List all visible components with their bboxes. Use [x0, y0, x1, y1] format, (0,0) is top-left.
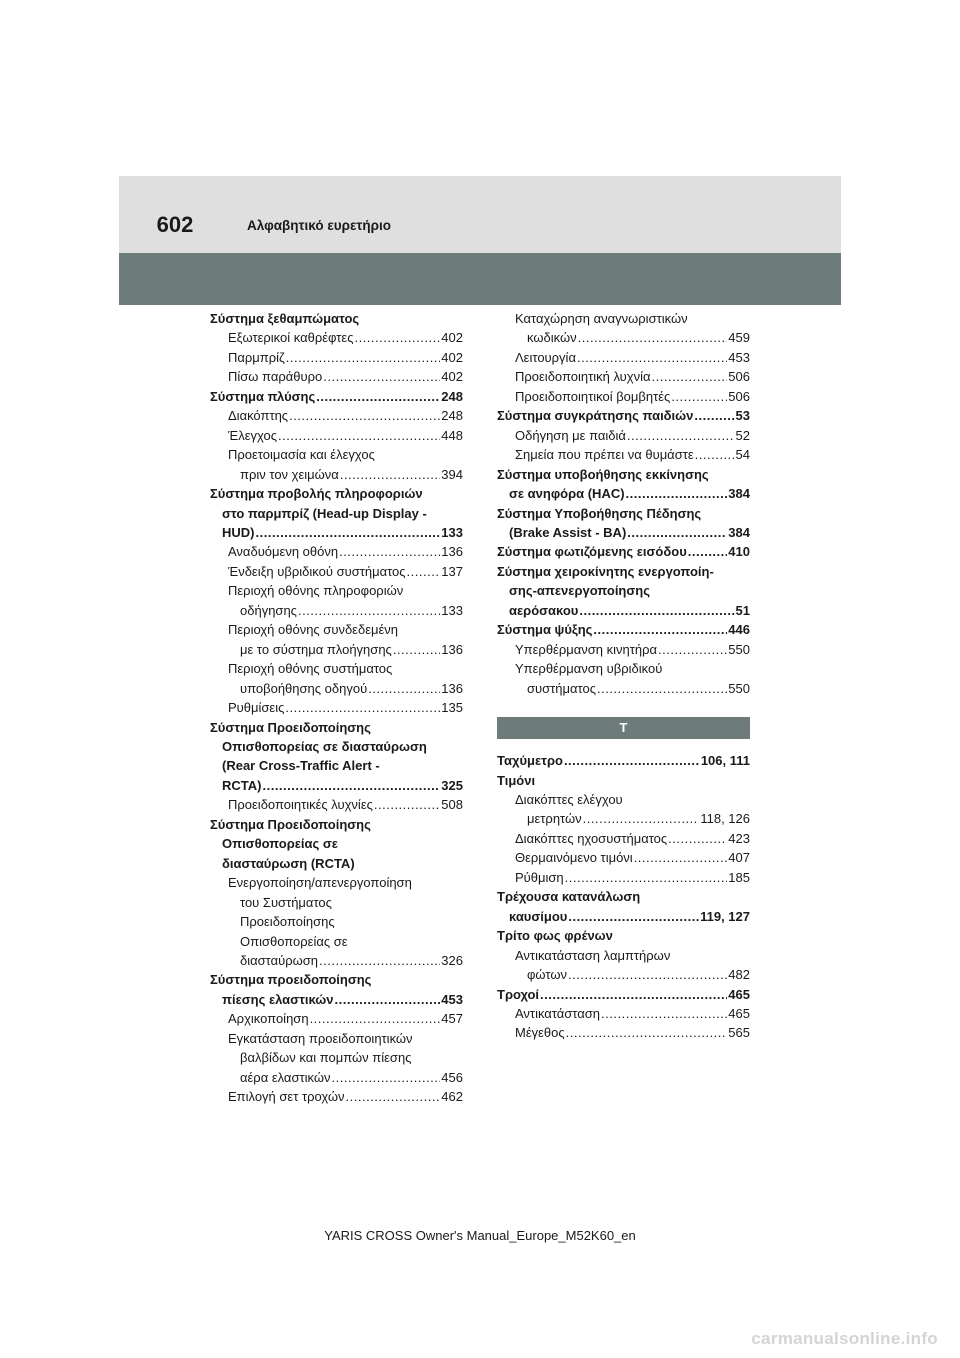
index-entry-main: [497, 562, 750, 620]
index-entry-text: Αναδυόμενη οθόνη: [228, 544, 339, 560]
leader-dots: [668, 829, 727, 848]
index-entry-text: Περιοχή οθόνης συστήματος: [228, 661, 393, 677]
leader-dots: [407, 562, 441, 581]
index-entry-sub: [210, 367, 463, 386]
index-page-ref: 407: [728, 850, 750, 866]
index-page-ref: 135: [441, 700, 463, 716]
leader-dots: [578, 328, 728, 347]
index-page-ref: 54: [735, 447, 750, 463]
index-page-ref: 456: [441, 1069, 463, 1085]
index-entry-text: (Rear Cross-Traffic Alert -: [222, 758, 380, 774]
index-page-ref: 565: [728, 1025, 750, 1041]
index-entry-text: μετρητών: [527, 811, 582, 827]
index-page-ref: 326: [441, 952, 463, 968]
index-entry-text: Τιμόνι: [497, 772, 536, 788]
index-entry-sub: [497, 829, 750, 848]
leader-dots: [627, 523, 727, 542]
index-entry-sub: [497, 367, 750, 386]
index-page-ref: 394: [441, 466, 463, 482]
index-entry-sub: [210, 1029, 463, 1087]
index-entry-text: Σύστημα Υποβοήθησης Πέδησης: [497, 505, 702, 521]
index-entry-main: [497, 542, 750, 561]
index-entry-main: [497, 985, 750, 1004]
index-letter-header: T: [497, 717, 750, 739]
index-entry-text: Οπισθοπορείας σε διασταύρωση: [222, 738, 427, 754]
index-page-ref: 446: [728, 622, 750, 638]
index-entry-text: Σύστημα πλύσης: [210, 388, 316, 404]
index-page-ref: 448: [441, 427, 463, 443]
leader-dots: [354, 328, 440, 347]
leader-dots: [627, 426, 735, 445]
index-page-ref: 457: [441, 1011, 463, 1027]
index-page-ref: 384: [728, 524, 750, 540]
index-page-ref: 136: [441, 641, 463, 657]
leader-dots: [566, 1023, 728, 1042]
leader-dots: [278, 426, 440, 445]
index-entry-text: διασταύρωση (RCTA): [222, 855, 355, 871]
index-entry-text: Θερμαινόμενο τιμόνι: [515, 850, 633, 866]
index-entry-text: Οδήγηση με παιδιά: [515, 427, 626, 443]
index-entry-sub: [210, 581, 463, 620]
index-page-ref: 52: [735, 427, 750, 443]
index-entry-sub: [210, 542, 463, 561]
index-entry-text: Μέγεθος: [515, 1025, 565, 1041]
index-entry-sub: [210, 1087, 463, 1106]
index-entry-text: Προειδοποιητική λυχνία: [515, 369, 651, 385]
index-page-ref: 106, 111: [700, 753, 750, 769]
leader-dots: [579, 601, 734, 620]
index-entry-sub: [210, 348, 463, 367]
index-entry-text: οδήγησης: [240, 602, 297, 618]
index-entry-sub: [210, 1009, 463, 1028]
leader-dots: [332, 1068, 441, 1087]
index-entry-sub: [497, 1004, 750, 1023]
index-entry-text: RCTA): [222, 777, 262, 793]
index-page-ref: 325: [441, 777, 463, 793]
index-entry-text: Καταχώρηση αναγνωριστικών: [515, 311, 688, 326]
index-page-ref: 136: [441, 680, 463, 696]
index-entry-text: Πίσω παράθυρο: [228, 369, 323, 385]
index-entry-text: διασταύρωση: [240, 952, 319, 968]
leader-dots: [658, 640, 727, 659]
index-page-ref: 462: [441, 1089, 463, 1105]
index-entry-sub: [497, 309, 750, 348]
index-entry-text: HUD): [222, 524, 255, 540]
index-entry-main: [210, 970, 463, 1009]
index-page-ref: 550: [728, 680, 750, 696]
index-entry-text: συστήματος: [527, 680, 596, 696]
index-entry-text: Διακόπτες ηχοσυστήματος: [515, 830, 668, 846]
index-entry-text: Σύστημα προειδοποίησης: [210, 972, 372, 988]
leader-dots: [310, 1009, 441, 1028]
index-entry-text: Υπερθέρμανση υβριδικού: [515, 661, 663, 677]
index-entry-text: Εξωτερικοί καθρέφτες: [228, 330, 354, 346]
index-page-ref: 453: [728, 349, 750, 365]
index-entry-text: Τροχοί: [497, 986, 540, 1002]
index-entry-text: Σύστημα χειροκίνητης ενεργοποίη-: [497, 563, 714, 579]
leader-dots: [286, 348, 441, 367]
leader-dots: [565, 868, 728, 887]
index-entry-main: [497, 751, 750, 770]
index-entry-text: Σύστημα προβολής πληροφοριών: [210, 486, 423, 502]
leader-dots: [285, 698, 440, 717]
index-page-ref: 53: [735, 408, 750, 424]
index-page-ref: 508: [441, 797, 463, 813]
index-entry-main: [497, 620, 750, 639]
index-entry-sub: [210, 795, 463, 814]
index-page-ref: 453: [441, 991, 463, 1007]
leader-dots: [601, 1004, 727, 1023]
leader-dots: [597, 679, 727, 698]
index-page-ref: 384: [728, 486, 750, 502]
index-entry-text: Διακόπτες ελέγχου: [515, 791, 623, 807]
leader-dots: [335, 990, 441, 1009]
index-entry-sub: [497, 348, 750, 367]
index-page-ref: 248: [441, 388, 463, 404]
index-entry-text: Τρέχουσα κατανάλωση: [497, 889, 641, 905]
leader-dots: [688, 542, 728, 561]
index-entry-text: κωδικών: [527, 330, 577, 346]
index-entry-text: Υπερθέρμανση κινητήρα: [515, 641, 658, 657]
index-entry-sub: [210, 659, 463, 698]
index-entry-text: Προειδοποίησης: [240, 914, 335, 930]
index-entry-text: σε ανηφόρα (HAC): [509, 486, 625, 502]
leader-dots: [568, 965, 727, 984]
index-entry-sub: [210, 562, 463, 581]
index-entry-text: Ένδειξη υβριδικού συστήματος: [228, 563, 406, 579]
index-entry-main: [497, 465, 750, 504]
leader-dots: [323, 367, 440, 386]
index-column-left: [210, 309, 463, 1107]
index-page-ref: 133: [441, 524, 463, 540]
leader-dots: [368, 679, 440, 698]
index-entry-text: Ρύθμιση: [515, 869, 564, 885]
section-title: Αλφαβητικό ευρετήριο: [247, 218, 392, 233]
index-entry-text: Ρυθμίσεις: [228, 700, 285, 716]
index-entry-text: Οπισθοπορείας σε: [222, 836, 338, 852]
index-entry-text: υποβοήθησης οδηγού: [240, 680, 368, 696]
index-entry-text: Σύστημα φωτιζόμενης εισόδου: [497, 544, 687, 560]
index-entry-sub: [497, 426, 750, 445]
leader-dots: [298, 601, 440, 620]
index-entry-text: βαλβίδων και πομπών πίεσης: [240, 1050, 412, 1066]
index-entry-main: [497, 926, 750, 945]
leader-dots: [695, 445, 735, 464]
index-entry-text: Σύστημα Προειδοποίησης: [210, 816, 371, 832]
index-entry-sub: [497, 848, 750, 867]
leader-dots: [694, 406, 734, 425]
leader-dots: [346, 1087, 441, 1106]
index-entry-sub: [210, 328, 463, 347]
index-entry-sub: [497, 387, 750, 406]
index-entry-text: αερόσακου: [509, 602, 579, 618]
index-page-ref: 482: [728, 967, 750, 983]
header-band: [119, 253, 841, 305]
leader-dots: [262, 776, 440, 795]
index-entry-text: Ταχύμετρο: [497, 753, 563, 769]
index-page-ref: 410: [728, 544, 750, 560]
leader-dots: [316, 387, 440, 406]
index-entry-main: [497, 771, 750, 790]
index-entry-text: (Brake Assist - BA): [509, 524, 627, 540]
index-entry-text: Εγκατάσταση προειδοποιητικών: [228, 1030, 413, 1046]
index-entry-text: Σύστημα υποβοήθησης εκκίνησης: [497, 466, 709, 482]
index-entry-text: Προειδοποιητικές λυχνίες: [228, 797, 373, 813]
index-entry-sub: [497, 445, 750, 464]
index-entry-main: [210, 484, 463, 542]
index-entry-text: Τρίτο φως φρένων: [497, 928, 613, 944]
index-column-right: [497, 309, 750, 1043]
leader-dots: [583, 809, 700, 828]
index-page-ref: 506: [728, 388, 750, 404]
index-entry-text: Αντικατάσταση: [515, 1005, 601, 1021]
index-page-ref: 119, 127: [700, 908, 750, 924]
index-entry-main: [210, 815, 463, 873]
index-entry-text: Περιοχή οθόνης πληροφοριών: [228, 583, 404, 599]
leader-dots: [652, 367, 728, 386]
leader-dots: [593, 620, 727, 639]
index-entry-sub: [497, 659, 750, 698]
index-entry-text: Αρχικοποίηση: [228, 1011, 309, 1027]
watermark-logo: carmanualsonline.info: [751, 1329, 938, 1348]
index-page-ref: 185: [728, 869, 750, 885]
index-entry-sub: [210, 698, 463, 717]
index-entry-text: Σύστημα ψύξης: [497, 622, 593, 638]
leader-dots: [319, 951, 440, 970]
footer-manual-id: YARIS CROSS Owner's Manual_Europe_M52K60_en: [324, 1228, 636, 1243]
leader-dots: [577, 348, 727, 367]
index-page-ref: 402: [441, 349, 463, 365]
index-entry-text: Προετοιμασία και έλεγχος: [228, 447, 375, 463]
index-entry-sub: [497, 640, 750, 659]
index-entry-text: Σύστημα συγκράτησης παιδιών: [497, 408, 694, 424]
index-page-ref: 402: [441, 369, 463, 385]
leader-dots: [564, 751, 700, 770]
index-entry-main: [497, 406, 750, 425]
index-entry-text: με το σύστημα πλοήγησης: [240, 641, 392, 657]
index-entry-sub: [497, 868, 750, 887]
page-number: 602: [156, 212, 194, 237]
index-entry-main: [210, 309, 463, 328]
leader-dots: [540, 985, 727, 1004]
index-page-ref: 459: [728, 330, 750, 346]
index-entry-text: Επιλογή σετ τροχών: [228, 1089, 345, 1105]
index-entry-text: Λειτουργία: [515, 349, 576, 365]
index-entry-text: Έλεγχος: [228, 427, 277, 443]
index-page-ref: 465: [728, 986, 750, 1002]
index-entry-text: αέρα ελαστικών: [240, 1069, 331, 1085]
index-entry-text: Σύστημα Προειδοποίησης: [210, 719, 371, 735]
index-entry-sub: [497, 1023, 750, 1042]
index-entry-text: σης-απενεργοποίησης: [509, 583, 650, 599]
leader-dots: [374, 795, 440, 814]
index-entry-main: [497, 887, 750, 926]
index-entry-sub: [210, 445, 463, 484]
index-page-ref: 248: [441, 408, 463, 424]
index-entry-text: Παρμπρίζ: [228, 349, 285, 365]
index-entry-sub: [497, 946, 750, 985]
index-page-ref: 402: [441, 330, 463, 346]
index-entry-sub: [210, 873, 463, 970]
index-page-ref: 136: [441, 544, 463, 560]
index-entry-text: Διακόπτης: [228, 408, 289, 424]
index-page-ref: 133: [441, 602, 463, 618]
index-page-ref: 137: [441, 563, 463, 579]
leader-dots: [256, 523, 441, 542]
index-entry-text: Οπισθοπορείας σε: [240, 933, 348, 949]
index-entry-main: [210, 387, 463, 406]
index-entry-text: Σύστημα ξεθαμπώματος: [210, 311, 360, 326]
index-entry-sub: [210, 426, 463, 445]
index-entry-text: καυσίμου: [509, 908, 568, 924]
index-page-ref: 465: [728, 1005, 750, 1021]
leader-dots: [340, 465, 440, 484]
index-entry-text: Ενεργοποίηση/απενεργοποίηση: [228, 875, 412, 891]
index-entry-text: στο παρμπρίζ (Head-up Display -: [222, 505, 427, 521]
leader-dots: [339, 542, 440, 561]
index-entry-text: πριν τον χειμώνα: [240, 466, 339, 482]
leader-dots: [289, 406, 440, 425]
index-entry-main: [497, 504, 750, 543]
index-page-ref: 118, 126: [700, 811, 750, 827]
index-entry-main: [210, 718, 463, 796]
index-page-ref: 550: [728, 641, 750, 657]
leader-dots: [634, 848, 728, 867]
index-entry-text: πίεσης ελαστικών: [222, 991, 334, 1007]
index-entry-sub: [210, 406, 463, 425]
leader-dots: [393, 640, 440, 659]
index-entry-text: Αντικατάσταση λαμπτήρων: [515, 947, 671, 963]
index-entry-text: του Συστήματος: [240, 894, 332, 910]
leader-dots: [671, 387, 727, 406]
leader-dots: [568, 907, 699, 926]
index-page-ref: 506: [728, 369, 750, 385]
index-entry-text: φώτων: [527, 967, 567, 983]
index-entry-text: Σημεία που πρέπει να θυμάστε: [515, 447, 694, 463]
index-page-ref: 51: [735, 602, 750, 618]
index-entry-sub: [210, 620, 463, 659]
index-entry-text: Περιοχή οθόνης συνδεδεμένη: [228, 622, 399, 638]
leader-dots: [626, 484, 728, 503]
index-entry-sub: [497, 790, 750, 829]
index-entry-text: Προειδοποιητικοί βομβητές: [515, 388, 671, 404]
index-page-ref: 423: [728, 830, 750, 846]
